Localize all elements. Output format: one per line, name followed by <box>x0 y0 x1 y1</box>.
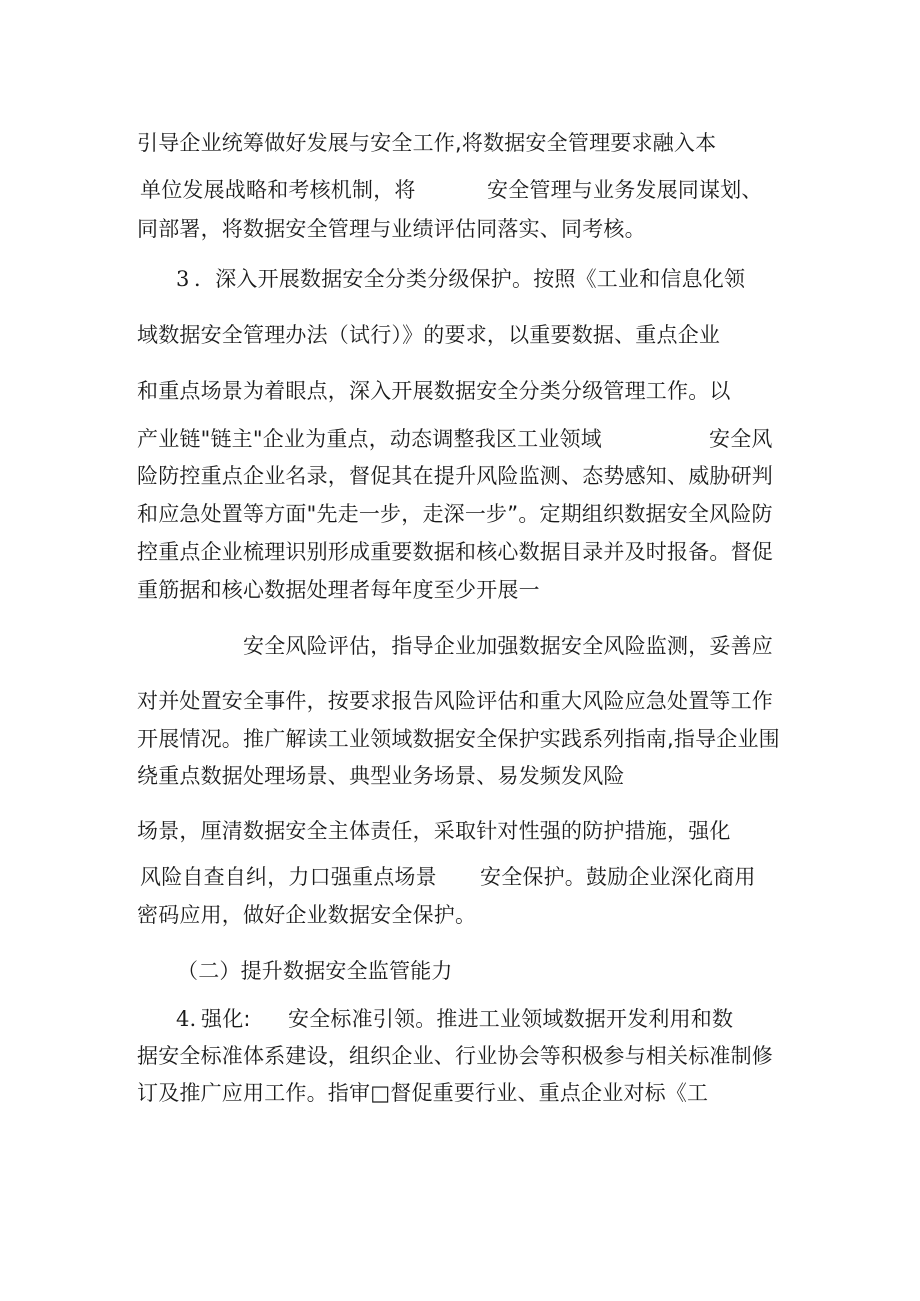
text-line: 安全风 <box>709 427 773 451</box>
text-line: 场景，厘清数据安全主体责任，采取针对性强的防护措施，强化 <box>137 819 731 843</box>
text-line: 据安全标准体系建设，组织企业、行业协会等积极参与相关标准制修 <box>137 1044 773 1068</box>
item-number: 4. <box>176 1007 197 1031</box>
text-line: 域数据安全管理办法（试行）》的要求，以重要数据、重点企业 <box>137 323 721 347</box>
text-line: 安全保护。鼓励企业深化商用 <box>480 865 756 889</box>
text-line: 安全标准引领。推进工业领域数据开发利用和数 <box>288 1007 734 1031</box>
text-line: 绕重点数据处理场景、典型业务场景、易发频发风险 <box>137 764 625 788</box>
text-line: 密码应用，做好企业数据安全保护。 <box>137 903 477 927</box>
text-line: 和应急处置等方面"先走一步，走深一步”。定期组织数据安全风险防 <box>137 502 773 526</box>
text-line: 险防控重点企业名录，督促其在提升风险监测、态势感知、威胁研判 <box>137 464 773 488</box>
text-line: 开展情况。推广解读工业领域数据安全保护实践系列指南,指导企业围 <box>137 727 780 751</box>
text-line: 重筋据和核心数据处理者每年度至少开展一 <box>137 578 540 602</box>
text-line: 安全管理与业务发展同谋划、 <box>487 178 763 202</box>
section-heading: （二）提升数据安全监管能力 <box>177 959 453 983</box>
item-number: 3 <box>176 267 190 291</box>
text-line: 安全风险评估，指导企业加强数据安全风险监测，妥善应 <box>243 634 773 658</box>
text-line: 和重点场景为着眼点，深入开展数据安全分类分级管理工作。以 <box>137 379 731 403</box>
text-line: 强化: <box>201 1007 251 1031</box>
text-line: 产业链"链主"企业为重点，动态调整我区工业领域 <box>137 427 602 451</box>
text-line: 对并处置安全事件，按要求报告风险评估和重大风险应急处置等工作 <box>137 689 773 713</box>
text-line: 控重点企业梳理识别形成重要数据和核心数据目录并及时报备。督促 <box>137 540 773 564</box>
text-line: 风险自查自纠，力口强重点场景 <box>140 865 437 889</box>
text-line: 订及推广应用工作。指审□督促重要行业、重点企业对标《工 <box>137 1081 709 1105</box>
text-line: ．深入开展数据安全分类分级保护。按照《工业和信息化领 <box>194 267 746 291</box>
text-line: 单位发展战略和考核机制，将 <box>140 178 416 202</box>
text-line: 引导企业统筹做好发展与安全工作,将数据安全管理要求融入本 <box>137 131 717 155</box>
text-line: 同部署，将数据安全管理与业绩评估同落实、同考核。 <box>137 217 646 241</box>
